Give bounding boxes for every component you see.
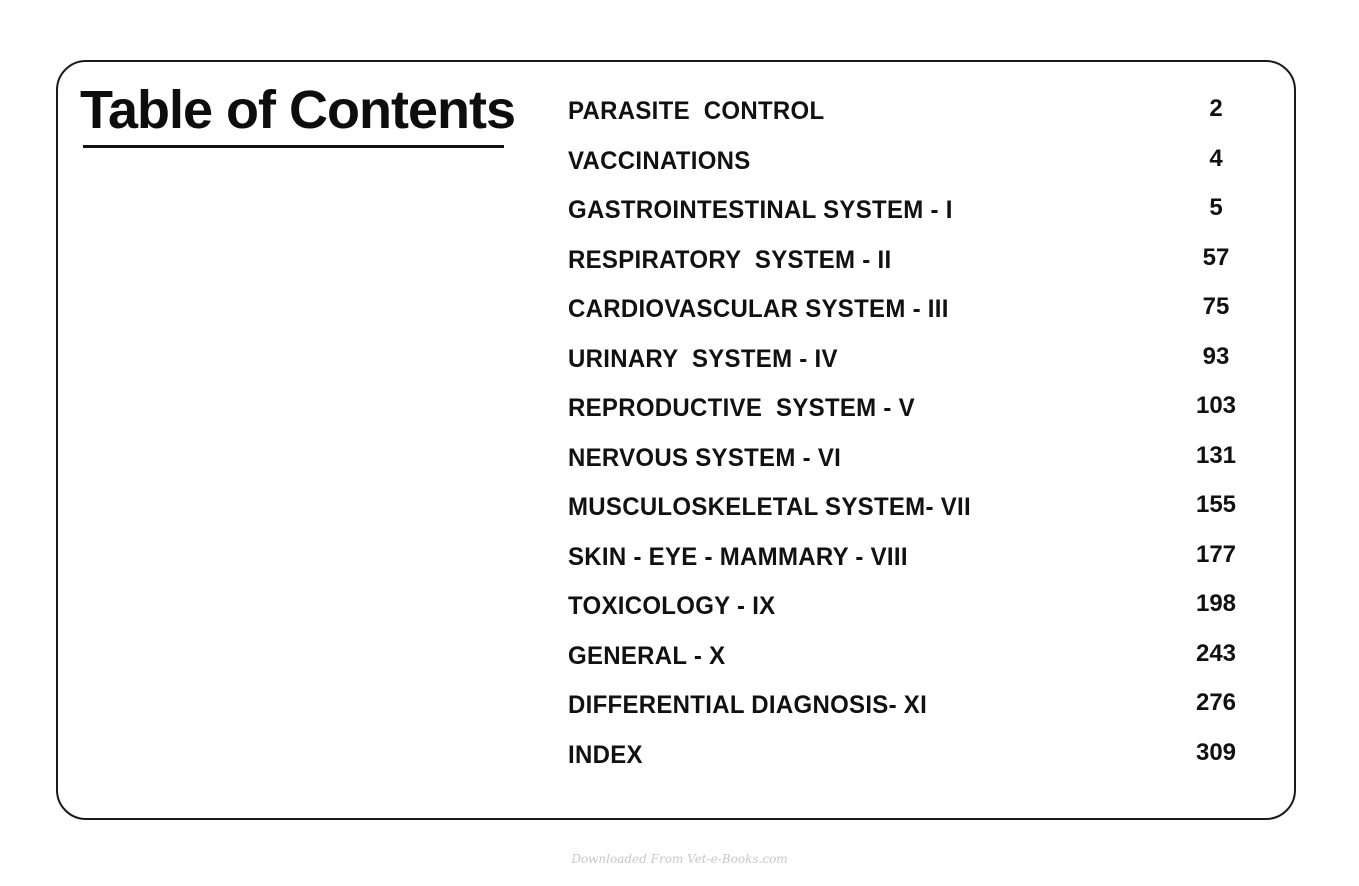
toc-entry [568,290,1258,340]
page-number: 93 [1202,342,1230,370]
toc-entry [568,686,1258,736]
chapter-title: DIFFERENTIAL DIAGNOSIS- XI [568,691,928,719]
chapter-title: URINARY SYSTEM - IV [568,344,838,373]
chapter-title: GENERAL - X [568,641,726,670]
footer-watermark: Downloaded From Vet-e-Books.com [571,852,788,866]
toc-entry [568,142,1258,192]
title-underline [83,145,504,148]
toc-entry [568,488,1258,538]
toc-list [568,92,1258,785]
chapter-title: VACCINATIONS [568,146,751,175]
toc-entry [568,637,1258,687]
page-number: 309 [1195,738,1237,766]
toc-entry [568,439,1258,489]
page-title: Table of Contents [80,80,515,140]
page-number: 75 [1202,293,1230,320]
toc-entry [568,736,1258,786]
page-number: 103 [1195,392,1237,419]
page-number: 4 [1209,144,1223,172]
page-number: 5 [1209,194,1223,221]
toc-entry [568,587,1258,637]
page-number: 198 [1195,590,1237,617]
chapter-title: CARDIOVASCULAR SYSTEM - III [568,295,949,323]
page-number: 57 [1202,243,1230,271]
chapter-title: INDEX [568,740,643,769]
toc-entry [568,191,1258,241]
page-number: 131 [1195,441,1237,469]
page-number: 243 [1195,639,1237,667]
chapter-title: NERVOUS SYSTEM - VI [568,443,842,472]
toc-entry [568,389,1258,439]
chapter-title: REPRODUCTIVE SYSTEM - V [568,394,915,422]
page-number: 177 [1195,540,1237,568]
chapter-title: PARASITE CONTROL [568,97,825,125]
page-number: 2 [1209,95,1223,122]
chapter-title: GASTROINTESTINAL SYSTEM - I [568,196,953,224]
toc-entry [568,92,1258,142]
chapter-title: MUSCULOSKELETAL SYSTEM- VII [568,493,971,521]
chapter-title: RESPIRATORY SYSTEM - II [568,245,892,274]
chapter-title: SKIN - EYE - MAMMARY - VIII [568,542,908,571]
toc-entry [568,340,1258,390]
chapter-title: TOXICOLOGY - IX [568,592,776,620]
page-number: 155 [1195,491,1237,518]
toc-entry [568,538,1258,588]
toc-entry [568,241,1258,291]
page-number: 276 [1195,689,1237,716]
